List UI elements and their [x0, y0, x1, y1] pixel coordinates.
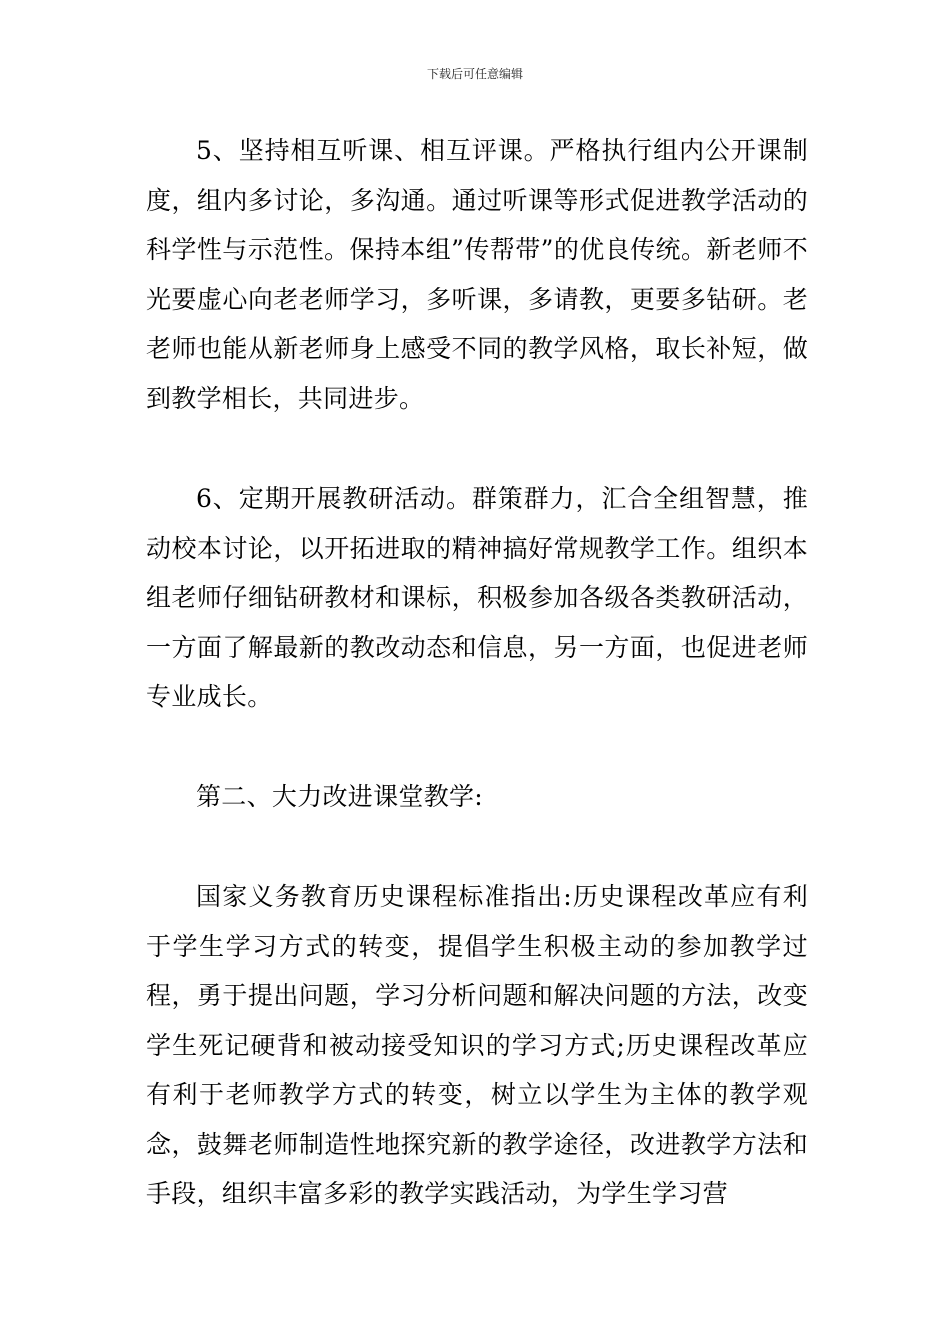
paragraph-curriculum-standard: 国家义务教育历史课程标准指出:历史课程改革应有利于学生学习方式的转变，提倡学生积极主动的参加教学过程，勇于提出问题，学习分析问题和解决问题的方法，改变学生死记硬背和被动接受知识的学习方式;历史课程改革应有利于老师教学方式的转变，树立以学生为主体的教学观念，鼓舞老师制造性地探究新的教学途径，改进教学方法和手段，组织丰富多彩的教学实践活动，为学生学习营: [146, 882, 808, 1208]
paragraph-peer-lesson-review: 5、坚持相互听课、相互评课。严格执行组内公开课制度，组内多讨论，多沟通。通过听课等形式促进教学活动的科学性与示范性。保持本组”传帮带”的优良传统。新老师不光要虚心向老老师学习，多听课，多请教，更要多钻研。老老师也能从新老师身上感受不同的教学风格，取长补短，做到教学相长，共同进步。: [146, 136, 808, 413]
section-heading-improve-teaching: 第二、大力改进课堂教学:: [196, 782, 484, 811]
paragraph-teaching-research: 6、定期开展教研活动。群策群力，汇合全组智慧，推动校本讨论，以开拓进取的精神搞好常规教学工作。组织本组老师仔细钻研教材和课标，积极参加各级各类教研活动，一方面了解最新的教改动态和信息，另一方面，也促进老师专业成长。: [146, 484, 808, 711]
page-header: 下载后可任意编辑: [426, 67, 523, 81]
